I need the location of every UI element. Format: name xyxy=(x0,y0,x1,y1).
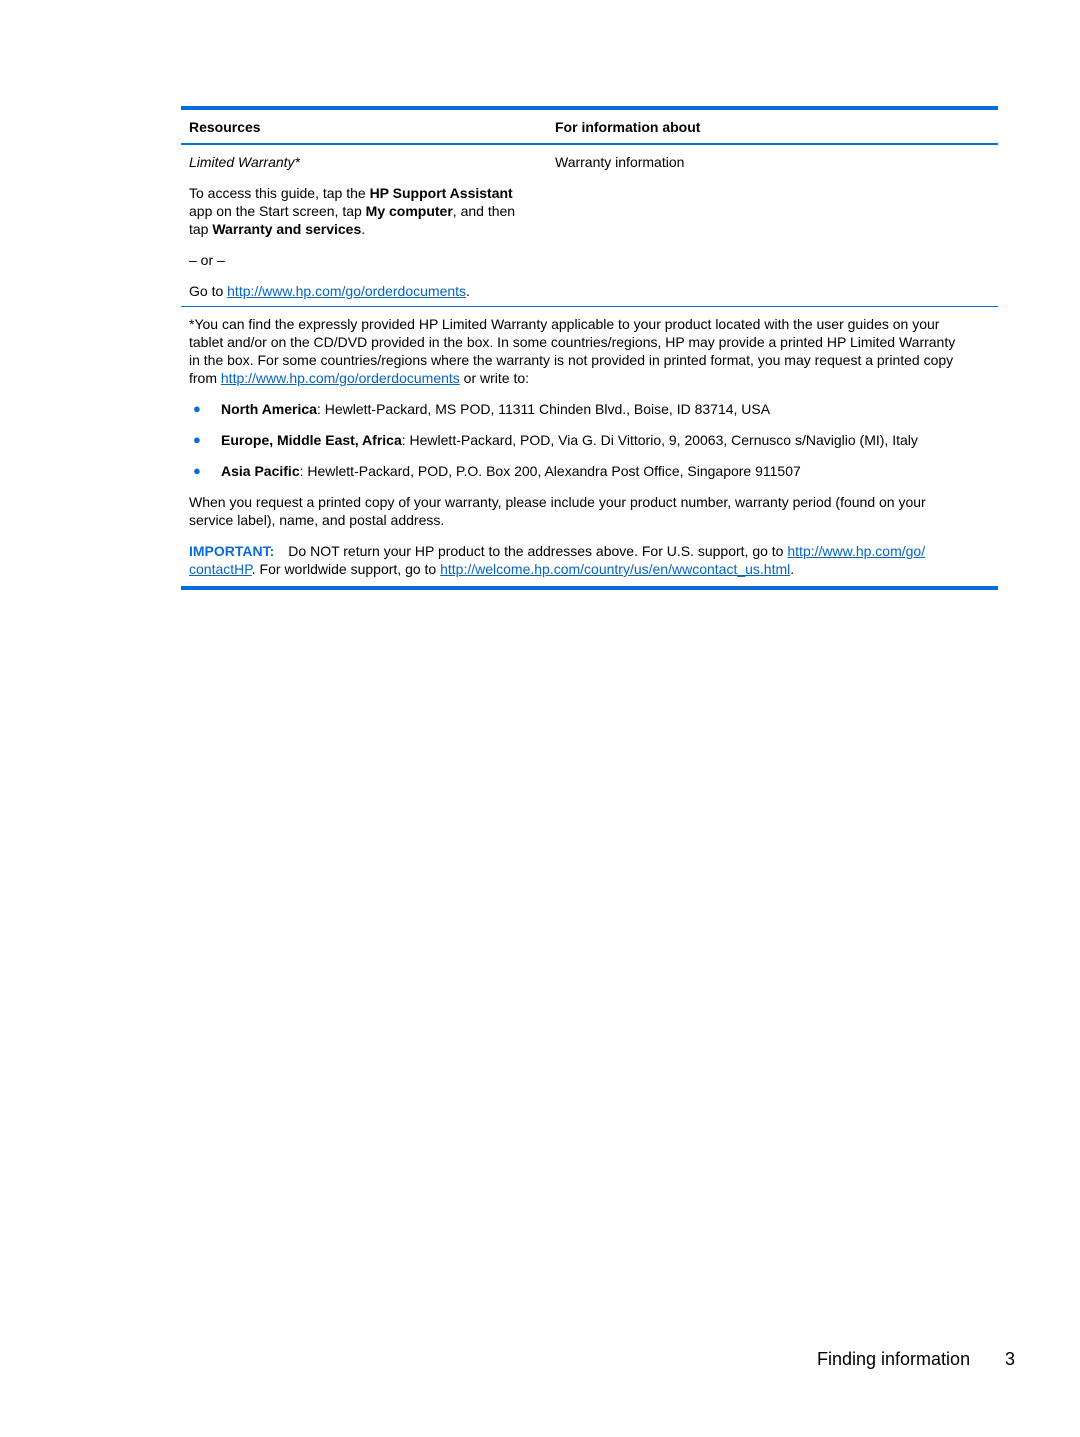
address-text: : Hewlett-Packard, POD, Via G. Di Vittorio, 9, 20063, Cernusco s/Naviglio (MI), Italy xyxy=(401,432,918,448)
note-line-1: *You can find the expressly provided HP Limited Warranty applicable to your product located with the user guides on your xyxy=(189,316,940,332)
bullet-icon: ● xyxy=(193,463,201,478)
orderdocuments-link[interactable]: http://www.hp.com/go/orderdocuments xyxy=(227,283,467,299)
row-rule xyxy=(181,306,998,307)
goto-text: . xyxy=(466,283,470,299)
table-top-rule xyxy=(181,106,998,110)
bullet-icon: ● xyxy=(193,401,201,416)
my-computer: My computer xyxy=(365,203,453,219)
page-number: 3 xyxy=(1005,1349,1016,1369)
address-region: North America xyxy=(221,401,317,417)
important-label: IMPORTANT: xyxy=(189,543,275,559)
goto-line xyxy=(189,282,470,300)
note-line-4 xyxy=(189,369,529,387)
access-text: To access this guide, tap the xyxy=(189,185,370,201)
contacthp-link[interactable]: contactHP xyxy=(189,561,252,577)
goto-text: Go to xyxy=(189,283,228,299)
access-text: tap xyxy=(189,221,213,237)
address-north-america xyxy=(221,400,770,418)
note-line-3: in the box. For some countries/regions where the warranty is not provided in printed format, you may request a printed copy xyxy=(189,352,954,368)
address-region: Asia Pacific xyxy=(221,463,300,479)
note-line-2: tablet and/or on the CD/DVD provided in the box. In some countries/regions, HP may provide a printed HP Limited Warranty xyxy=(189,334,956,350)
access-text: , and then xyxy=(452,203,516,219)
address-asia-pacific xyxy=(221,462,801,480)
table-bottom-rule xyxy=(181,586,998,590)
bullet-icon: ● xyxy=(193,432,201,447)
header-info: For information about xyxy=(555,119,701,135)
header-resources: Resources xyxy=(189,119,261,135)
contacthp-link[interactable]: http://www.hp.com/go/ xyxy=(787,543,926,559)
row-info: Warranty information xyxy=(555,154,685,170)
address-region: Europe, Middle East, Africa xyxy=(221,432,402,448)
note-text: or write to: xyxy=(459,370,530,386)
address-emea xyxy=(221,431,918,449)
important-line-2 xyxy=(189,560,794,578)
row-title: Limited Warranty* xyxy=(189,154,301,170)
access-line-3 xyxy=(189,220,365,238)
address-text: : Hewlett-Packard, MS POD, 11311 Chinden Blvd., Boise, ID 83714, USA xyxy=(316,401,771,417)
footer-section-title: Finding information xyxy=(817,1349,971,1369)
request-line-2: service label), name, and postal address. xyxy=(189,512,445,528)
hp-support-assistant: HP Support Assistant xyxy=(369,185,513,201)
important-text: Do NOT return your HP product to the addresses above. For U.S. support, go to xyxy=(288,543,788,559)
important-text: . For worldwide support, go to xyxy=(251,561,441,577)
important-text: . xyxy=(790,561,795,577)
wwcontact-link[interactable]: http://welcome.hp.com/country/us/en/wwcontact_us.html xyxy=(440,561,791,577)
warranty-and-services: Warranty and services xyxy=(212,221,362,237)
header-rule xyxy=(181,143,998,145)
orderdocuments-link[interactable]: http://www.hp.com/go/orderdocuments xyxy=(220,370,460,386)
address-text: : Hewlett-Packard, POD, P.O. Box 200, Alexandra Post Office, Singapore 911507 xyxy=(299,463,801,479)
request-line-1: When you request a printed copy of your warranty, please include your product number, warranty period (found on your xyxy=(189,494,926,510)
note-text: from xyxy=(189,370,221,386)
access-line-2 xyxy=(189,202,515,220)
or-separator: – or – xyxy=(189,252,225,268)
access-text: . xyxy=(361,221,366,237)
important-line-1 xyxy=(189,542,925,560)
access-text: app on the Start screen, tap xyxy=(189,203,366,219)
access-line-1 xyxy=(189,184,513,202)
